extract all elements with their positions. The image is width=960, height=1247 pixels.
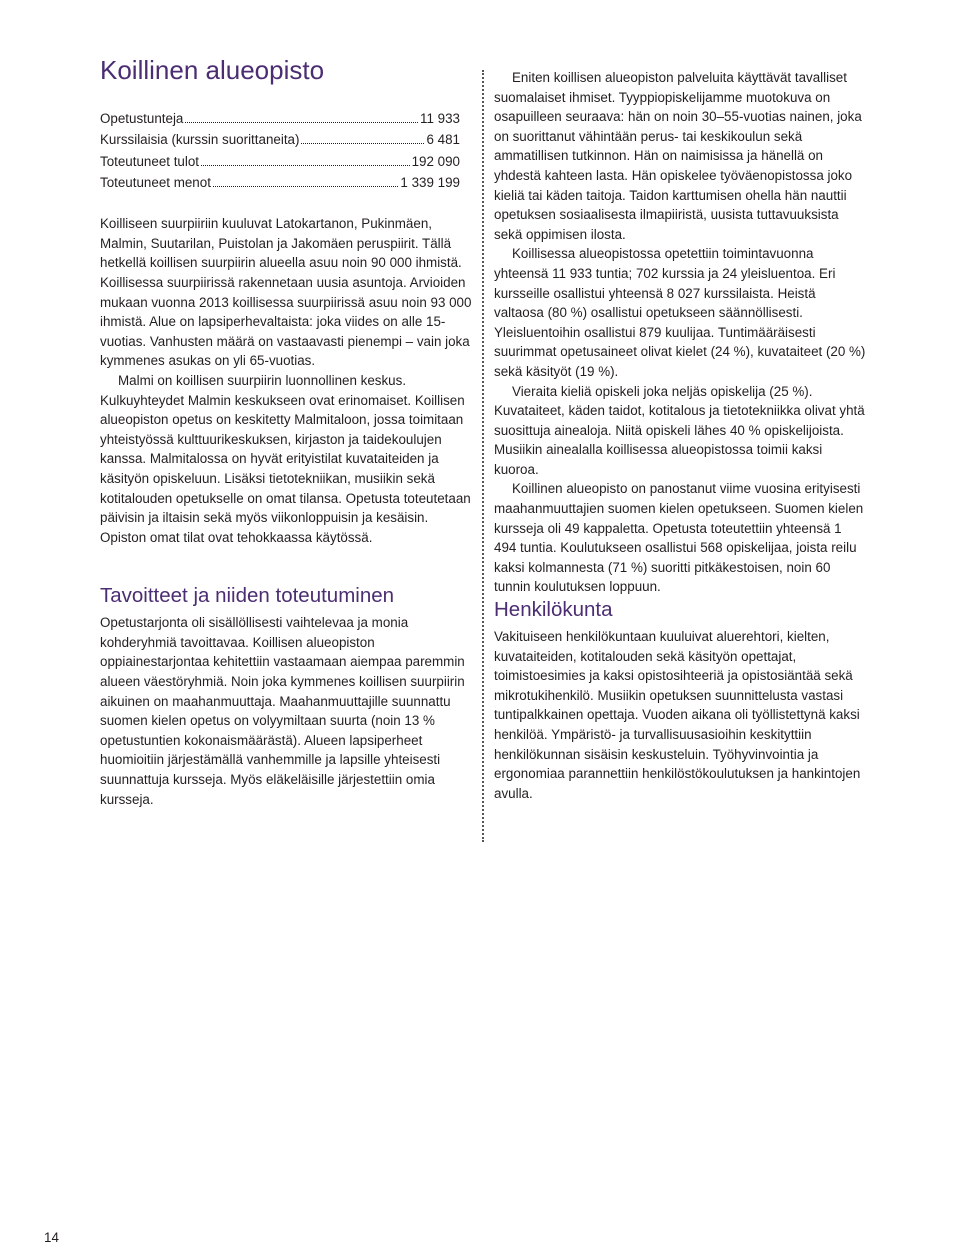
body-paragraph: Malmi on koillisen suurpiirin luonnollinen keskus. Kulkuyhteydet Malmin keskukseen ovat erinomaiset. Koillisen alueopiston opetus on keskitetty Malmitaloon, jossa toimitaan yhteistyössä kulttuurikeskuksen, kirjaston ja taidekoulujen kanssa. Malmitalossa on hyvät erityistilat kuvataiteiden ja käsityön opiskeluun. Lisäksi tietotekniikan, musiikin sekä kotitalouden opetukselle on omat tilansa. Opetusta toteutetaan päivisin ja iltaisin sekä myös viikonloppuisin ja kesäisin. Opiston omat tilat ovat tehokkaassa käytössä.: [100, 372, 471, 545]
dot-leader: [213, 186, 398, 187]
stat-row: [100, 129, 460, 150]
dot-leader: [301, 143, 424, 144]
column-divider: [482, 70, 484, 842]
body-paragraph: Vieraita kieliä opiskeli joka neljäs opiskelija (25 %). Kuvataiteet, käden taidot, kotitalous ja tietotekniikka olivat yhtä suosittuja ainealoja. Niitä opiskeli lähes 40 % opiskelijoista. Musiikin ainealalla koillisessa alueopistossa toimii kaksi kuoroa.: [494, 383, 865, 477]
stat-value: 11 933: [420, 111, 460, 126]
stat-value: 1 339 199: [400, 174, 460, 190]
stat-label: Toteutuneet menot: [100, 174, 211, 190]
stat-row: [100, 151, 460, 172]
section-heading-staff: Henkilökunta: [494, 598, 613, 622]
left-column: [100, 52, 472, 809]
stat-row: [100, 108, 460, 129]
body-paragraph: Koilliseen suurpiiriin kuuluvat Latokartanon, Pukinmäen, Malmin, Suutarilan, Puistolan ja Jakomäen peruspiirit. Tällä hetkellä koillisen suurpiirin alueella asuu noin 90 000 ihmistä. Koillisessa suurpiirissä rakennetaan uusia asuntoja. Arvioiden mukaan vuonna 2013 koillisessa suurpiirissä asuu noin 93 000 ihmistä. Alue on lapsiperhevaltaista: joka viides on alle 15-vuotias. Vanhusten määrä on vastaavasti pienempi – vain joka kymmenes asukas on yli 65-vuotias.: [100, 216, 472, 369]
stats-list: [100, 108, 460, 193]
intro-text: [100, 214, 472, 547]
body-paragraph: Vakituiseen henkilökuntaan kuuluivat aluerehtori, kielten, kuvataiteiden, kotitalouden sekä käsityön opettajat, toimistoesimies ja kaksi opistosihteeriä ja opistosiäntää sekä mikrotukihenkilö. Musiikin opetuksen suunnittelusta vastasi tuntipalkkainen opettaja. Vuoden aikana oli työllistettynä kaksi henkilöä. Ympäristö- ja turvallisuusasioihin keskityttiin henkilökunnan sisäisin keskusteluin. Työhyvinvointia ja ergonomiaa parannettiin henkilöstökoulutuksen ja hankintojen avulla.: [494, 629, 861, 801]
section-heading-goals: Tavoitteet ja niiden toteutuminen: [100, 584, 395, 608]
dot-leader: [201, 165, 410, 166]
stat-value: 192 090: [411, 153, 460, 169]
stat-value: 6 481: [426, 132, 460, 148]
stat-label: Kurssilaisia (kurssin suorittaneita): [100, 132, 300, 148]
body-paragraph: Koillinen alueopisto on panostanut viime vuosina erityisesti maahanmuuttajien suomen kielen opetukseen. Suomen kielen kursseja oli 49 kappaletta. Opetusta toteutettiin yhteensä 1 494 tuntia. Koulutukseen osallistui 568 opiskelijaa, joista reilu kaksi kolmannesta (71 %) suoritti pitkäkestoisen, noin 60 tunnin koulutuksen loppuun.: [494, 481, 864, 595]
stat-label: Opetustunteja: [100, 111, 184, 126]
page-number: 14: [44, 1230, 59, 1245]
body-paragraph: Opetustarjonta oli sisällöllisesti vaihtelevaa ja monia kohderyhmiä tavoittavaa. Koillisen alueopiston oppiainestarjontaa kehitettiin vastaamaan aiempaa paremmin alueen väestöryhmiä. Noin joka kymmenes koillisen suurpiirin aikuinen on maahanmuuttaja. Maahanmuuttajille suunnattu suomen kielen opetus on volyymiltaan suurta (noin 13 % opetustuntien kokonaismäärästä). Alueen lapsiperheet huomioitiin järjestämällä vanhemmille ja lapsille yhteisesti suunnattuja kursseja. Myös eläkeläisille järjestettiin omia kursseja.: [100, 615, 465, 807]
body-paragraph: Eniten koillisen alueopiston palveluita käyttävät tavalliset suomalaiset ihmiset. Tyyppiopiskelijamme muotokuva on osapuilleen seuraava: hän on noin 30–55-vuotias nainen, joka on suorittanut vähintään perus- tai keskikoulun sekä ammatillisen tutkinnon. Hän on naimisissa ja hänellä on yhdestä kahteen lasta. Hän opiskelee työväenopistossa joko kieliä tai käden taitoja. Taidon karttumisen ohella hän nauttii opetuksen sosiaalisesta ilmapiiristä, uusista tuttavuuksista sekä oppimisen ilosta.: [494, 70, 862, 242]
body-paragraph: Koillisessa alueopistossa opetettiin toimintavuonna yhteensä 11 933 tuntia; 702 kurssia ja 24 yleisluentoa. Eri kursseille osallistui yhteensä 8 027 kurssilaista. Heistä valtaosa (80 %) osallistui opetukseen säännöllisesti. Yleisluentoihin osallistui 879 kuulijaa. Tuntimääräisesti suurimmat opetusaineet olivat kielet (24 %), kuvataiteet (20 %) sekä käsityöt (19 %).: [494, 246, 866, 379]
dot-leader: [185, 122, 418, 123]
stat-label: Toteutuneet tulot: [100, 153, 200, 169]
stat-row: [100, 172, 460, 193]
page-title: Koillinen alueopisto: [100, 55, 325, 85]
right-column: [494, 68, 866, 803]
